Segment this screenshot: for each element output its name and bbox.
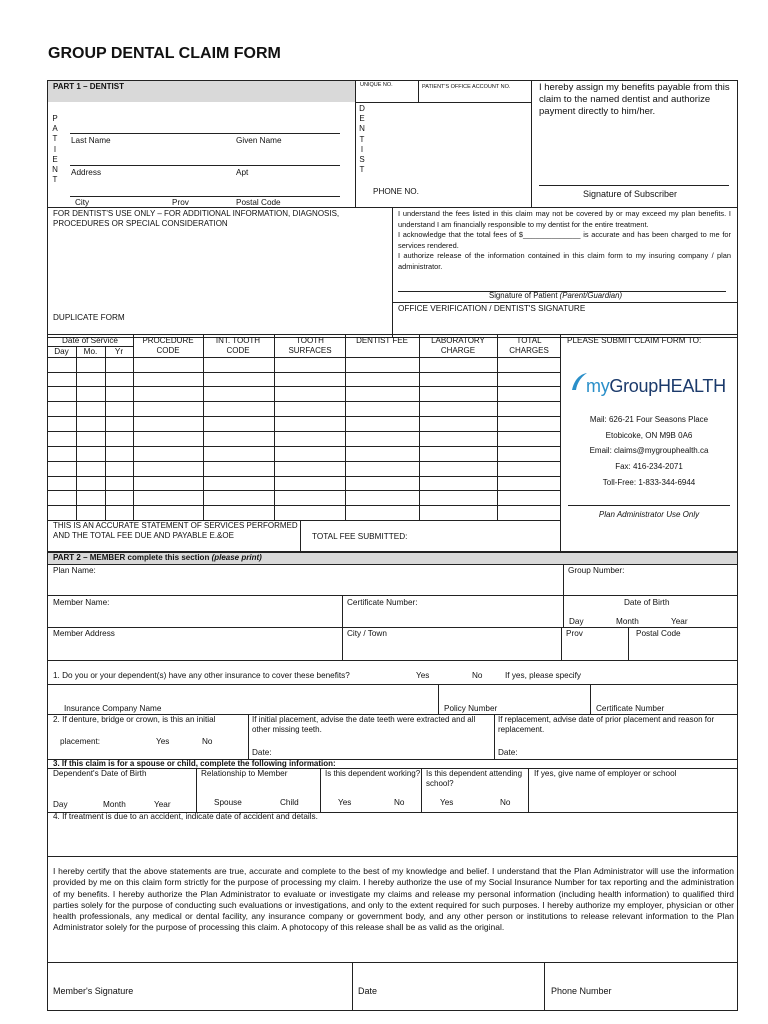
office-account-label: PATIENT'S OFFICE ACCOUNT NO.	[422, 84, 511, 90]
patient-address-field[interactable]	[70, 151, 340, 164]
city-town-label: City / Town	[347, 629, 387, 638]
subscriber-signature-field[interactable]	[539, 165, 729, 184]
prov-label-2: Prov	[566, 629, 583, 638]
service-row[interactable]	[48, 402, 559, 415]
replacement-date-field[interactable]	[520, 745, 734, 757]
child-option[interactable]: Child	[280, 798, 299, 807]
office-verification-label: OFFICE VERIFICATION / DENTIST'S SIGNATURE	[398, 304, 586, 313]
unique-no-field[interactable]	[357, 90, 415, 100]
service-row[interactable]	[48, 447, 559, 460]
dentist-use-label: FOR DENTIST'S USE ONLY – FOR ADDITIONAL INFORMATION, DIAGNOSIS, PROCEDURES OR SPECIAL CONSIDERATION	[53, 209, 340, 228]
dep-year-label: Year	[154, 800, 171, 809]
q1-label: 1. Do you or your dependent(s) have any other insurance to cover these benefits?	[53, 671, 350, 680]
plan-name-field[interactable]	[52, 577, 560, 593]
part1-header: PART 1 – DENTIST	[53, 82, 124, 91]
date-of-birth-label: Date of Birth	[624, 598, 670, 607]
working-label: Is this dependent working?	[325, 769, 421, 778]
certificate-number-label-2: Certificate Number	[596, 704, 665, 713]
patient-city-field[interactable]	[70, 182, 340, 195]
phone-number-label: Phone Number	[551, 986, 612, 996]
duplicate-form-label: DUPLICATE FORM	[53, 313, 125, 322]
member-address-label: Member Address	[53, 629, 115, 638]
yr-header: Yr	[114, 347, 124, 356]
int-tooth-code-header: INT. TOOTH CODE	[215, 336, 261, 355]
accident-details-field[interactable]	[52, 823, 735, 853]
service-row[interactable]	[48, 462, 559, 475]
certificate-number-label: Certificate Number:	[347, 598, 418, 607]
accurate-statement-text: THIS IS AN ACCURATE STATEMENT OF SERVICES PERFORMED AND THE TOTAL FEE DUE AND PAYABLE E.&OE	[53, 521, 298, 540]
certificate-number-field[interactable]	[346, 609, 558, 625]
replacement-date-label: Date:	[498, 748, 518, 757]
dentist-vertical-label: D E N T I S T	[359, 104, 365, 175]
initial-date-label: Date:	[252, 748, 272, 757]
submit-header: PLEASE SUBMIT CLAIM FORM TO:	[567, 336, 702, 345]
relationship-label: Relationship to Member	[201, 769, 288, 778]
submit-city: Etobicoke, ON M9B 0A6	[605, 431, 693, 440]
dob-day-label: Day	[569, 617, 584, 626]
service-row[interactable]	[48, 491, 559, 504]
member-name-field[interactable]	[52, 609, 339, 625]
subscriber-signature-label: Signature of Subscriber	[583, 189, 678, 199]
date-field[interactable]	[356, 965, 540, 985]
unique-no-label: UNIQUE NO.	[360, 82, 393, 88]
initial-placement-text: If initial placement, advise the date teeth were extracted and all other missing teeth.	[252, 715, 476, 734]
total-fee-field[interactable]	[420, 528, 556, 546]
postal-code-label-2: Postal Code	[636, 629, 681, 638]
employer-field[interactable]	[532, 782, 735, 809]
date-label: Date	[358, 986, 378, 996]
service-row[interactable]	[48, 432, 559, 445]
policy-number-field[interactable]	[442, 687, 587, 702]
service-row[interactable]	[48, 506, 559, 519]
dependent-dob-label: Dependent's Date of Birth	[53, 769, 147, 778]
working-no-option[interactable]: No	[394, 798, 405, 807]
service-row[interactable]	[48, 417, 559, 430]
submit-tollfree: Toll-Free: 1-833-344-6944	[602, 478, 696, 487]
postal-code-label: Postal Code	[236, 198, 281, 207]
plan-admin-use-label: Plan Administrator Use Only	[598, 510, 700, 519]
patient-understand-text: I understand the fees listed in this claim may not be covered by or may exceed my plan benefits. I understand I am financially responsible to my dentist for the entire treatment. I acknowledge that the total fees of $______________ is accurate and has been charged to me for services rendered. I authorize release of the information contained in this claim form to my insuring company / plan administrator.	[398, 209, 731, 271]
q3-label: 3. If this claim is for a spouse or child, complete the following information:	[53, 759, 336, 768]
replacement-text: If replacement, advise date of prior placement and reason for replacement.	[498, 715, 715, 734]
mo-header: Mo.	[83, 347, 98, 356]
dentist-fee-header: DENTIST FEE	[356, 336, 408, 345]
prov-label: Prov	[172, 198, 189, 207]
q4-label: 4. If treatment is due to an accident, indicate date of accident and details.	[53, 812, 318, 821]
service-row[interactable]	[48, 358, 559, 371]
attending-no-option[interactable]: No	[500, 798, 511, 807]
patient-signature-field[interactable]	[398, 276, 726, 290]
office-account-field[interactable]	[420, 91, 528, 101]
q1-no-option[interactable]: No	[472, 671, 483, 680]
q2-label: 2. If denture, bridge or crown, is this an initial	[53, 715, 216, 724]
total-charges-header: TOTAL CHARGES	[509, 336, 549, 355]
insurance-company-field[interactable]	[52, 687, 436, 702]
last-name-label: Last Name	[71, 136, 111, 145]
insurance-company-label: Insurance Company Name	[64, 704, 162, 713]
placement-label: placement:	[60, 737, 101, 746]
initial-date-field[interactable]	[274, 745, 490, 757]
patient-name-field[interactable]	[70, 120, 340, 132]
employer-label: If yes, give name of employer or school	[534, 769, 677, 778]
q1-if-yes-label: If yes, please specify	[505, 671, 581, 680]
phone-number-field[interactable]	[548, 965, 735, 985]
patient-signature-label: Signature of Patient (Parent/Guardian)	[489, 291, 623, 300]
dob-year-label: Year	[671, 617, 688, 626]
postal-code-field[interactable]	[632, 640, 735, 658]
submit-email: Email: claims@mygrouphealth.ca	[589, 446, 709, 455]
plan-name-label: Plan Name:	[53, 566, 96, 575]
service-row[interactable]	[48, 477, 559, 489]
total-fee-submitted-label: TOTAL FEE SUBMITTED:	[312, 532, 408, 541]
spouse-option[interactable]: Spouse	[214, 798, 242, 807]
service-row[interactable]	[48, 387, 559, 400]
dob-month-label: Month	[616, 617, 639, 626]
form-title: GROUP DENTAL CLAIM FORM	[48, 45, 281, 62]
submit-fax: Fax: 416-234-2071	[615, 462, 683, 471]
dep-day-label: Day	[53, 800, 68, 809]
apt-label: Apt	[236, 168, 249, 177]
assign-benefits-text: I hereby assign my benefits payable from this claim to the named dentist and authorize payment directly to him/her.	[539, 82, 730, 117]
attending-yes-option[interactable]: Yes	[440, 798, 454, 807]
address-label: Address	[71, 168, 102, 177]
given-name-label: Given Name	[236, 136, 282, 145]
phone-no-label: PHONE NO.	[373, 187, 419, 196]
attending-label: Is this dependent attending school?	[426, 769, 523, 788]
other-certificate-field[interactable]	[594, 687, 735, 702]
city-town-field[interactable]	[346, 640, 558, 658]
members-signature-label: Member's Signature	[53, 986, 134, 996]
working-yes-option[interactable]: Yes	[338, 798, 352, 807]
part2-header: PART 2 – MEMBER complete this section (please print)	[53, 553, 262, 562]
date-of-service-header: Date of Service	[62, 336, 118, 345]
office-verification-field[interactable]	[396, 314, 734, 336]
laboratory-charge-header: LABORATORY CHARGE	[431, 336, 485, 355]
q1-yes-option[interactable]: Yes	[416, 671, 430, 680]
dentist-info-field[interactable]	[370, 104, 528, 182]
group-number-field[interactable]	[567, 577, 735, 593]
policy-number-label: Policy Number	[444, 704, 498, 713]
submit-mail: Mail: 626-21 Four Seasons Place	[589, 415, 709, 424]
service-row[interactable]	[48, 373, 559, 385]
tooth-surfaces-header: TOOTH SURFACES	[288, 336, 332, 355]
member-signature-field[interactable]	[52, 965, 348, 985]
certification-text: I hereby certify that the above statements are true, accurate and complete to the best of my knowledge and belief. I understand that the Plan Administrator will use the information provided by me on this claim form strictly for the purpose of processing my claim. I hereby authorize the use of my Social Insurance Number for tax reporting and the administration of my benefits. I hereby authorize the Plan Administrator to evaluate or investigate my claims and release my personal information (including health information) to qualified third parties solely for the purpose of conducting such evaluations or investigations, and only to the extent required for such purposes. I hereby authorize my employer, physician or other health professionals, any medical or dental facility, any insurance company or government body, and any other person or institutions to release relevant information to the Plan Administrator solely for the purpose of processing this claim. A photocopy of this release shall be as valid as the original.	[53, 866, 734, 933]
q2-yes-option[interactable]: Yes	[156, 737, 170, 746]
city-label: City	[75, 198, 90, 207]
member-address-field[interactable]	[52, 640, 339, 658]
mygrouphealth-logo: myGroupHEALTH	[570, 372, 735, 404]
procedure-code-header: PROCEDURE CODE	[142, 336, 194, 355]
day-header: Day	[54, 347, 69, 356]
group-number-label: Group Number:	[568, 566, 625, 575]
patient-vertical-label: P A T I E N T	[52, 114, 58, 185]
q2-no-option[interactable]: No	[202, 737, 213, 746]
dentist-use-field[interactable]	[52, 232, 388, 308]
member-name-label: Member Name:	[53, 598, 110, 607]
dep-month-label: Month	[103, 800, 126, 809]
